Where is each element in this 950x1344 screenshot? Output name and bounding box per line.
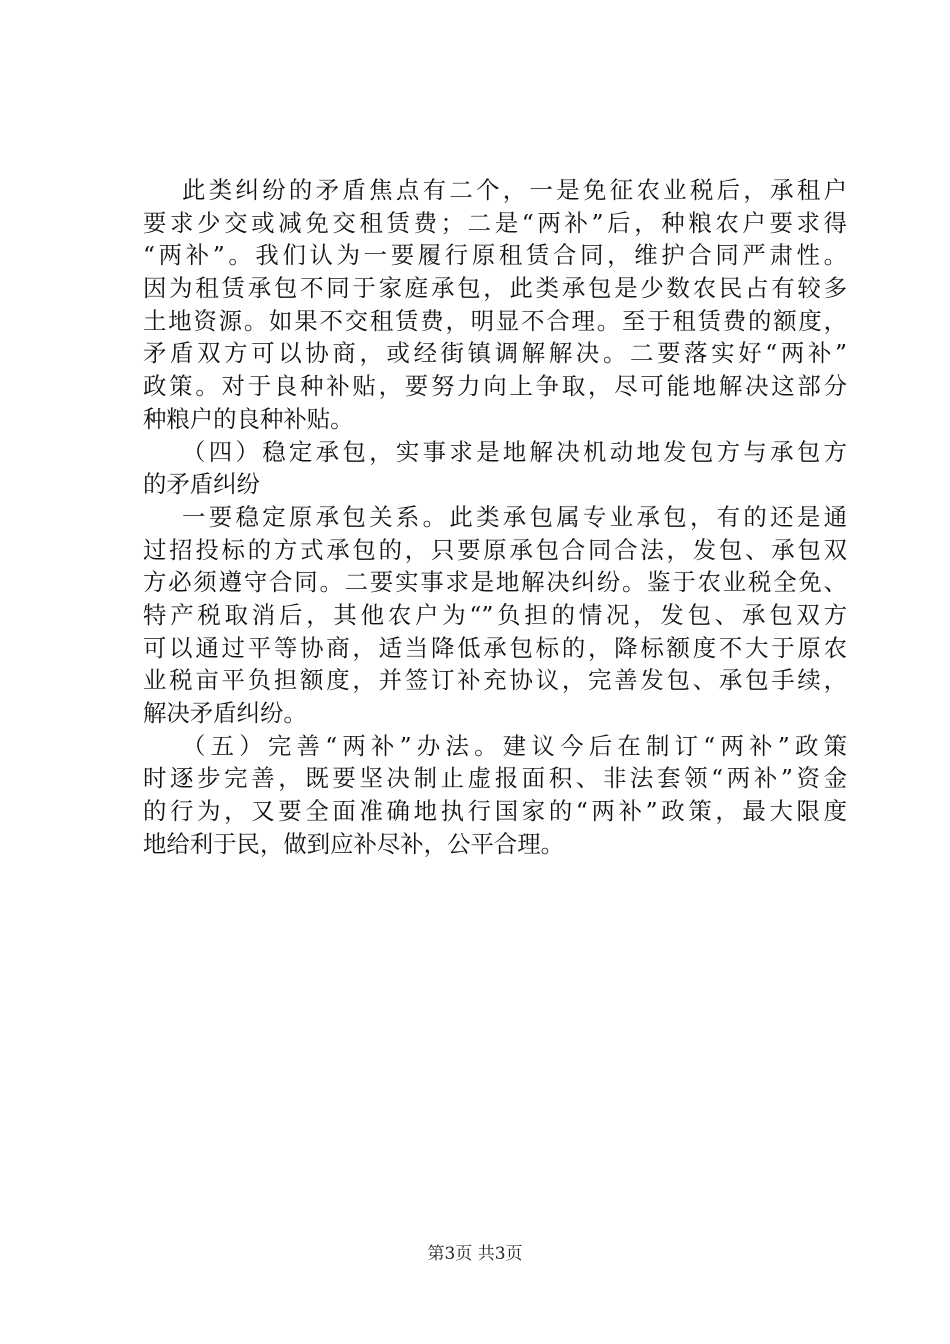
paragraph-1-line-2: 要求少交或减免交租赁费；二是“两补”后，种粮农户要求得 <box>143 208 847 237</box>
paragraph-3-line-7: 解决矛盾纠纷。 <box>143 699 307 727</box>
paragraph-1-line-1: 此类纠纷的矛盾焦点有二个，一是免征农业税后，承租户 <box>182 176 847 204</box>
section-5-line-3: 的行为，又要全面准确地执行国家的“两补”政策，最大限度 <box>143 797 847 826</box>
paragraph-1-line-3: “两补”。我们认为一要履行原租赁合同，维护合同严肃性。 <box>143 241 847 270</box>
paragraph-1-line-6: 矛盾双方可以协商，或经街镇调解解决。二要落实好“两补” <box>143 339 847 368</box>
paragraph-3-line-2: 过招投标的方式承包的，只要原承包合同合法，发包、承包双 <box>143 535 847 564</box>
section-5-line-4: 地给利于民，做到应补尽补，公平合理。 <box>143 829 565 858</box>
paragraph-1-line-8: 种粮户的良种补贴。 <box>143 404 354 433</box>
section-4-heading-line-1: （四）稳定承包，实事求是地解决机动地发包方与承包方 <box>182 437 847 466</box>
document-body <box>143 174 847 860</box>
paragraph-3-line-6: 业税亩平负担额度，并签订补充协议，完善发包、承包手续， <box>143 666 847 695</box>
section-4-heading-line-2: 的矛盾纠纷 <box>143 470 260 499</box>
paragraph-3-line-4: 特产税取消后，其他农户为“”负担的情况，发包、承包双方 <box>143 600 847 629</box>
paragraph-1-line-4: 因为租赁承包不同于家庭承包，此类承包是少数农民占有较多 <box>143 274 847 303</box>
section-5-line-2: 时逐步完善，既要坚决制止虚报面积、非法套领“两补”资金 <box>143 764 847 793</box>
paragraph-1-line-7: 政策。对于良种补贴，要努力向上争取，尽可能地解决这部分 <box>143 372 847 401</box>
paragraph-1-line-5: 土地资源。如果不交租赁费，明显不合理。至于租赁费的额度， <box>143 306 847 335</box>
page-number-footer: 第3页 共3页 <box>427 1244 523 1264</box>
paragraph-3-line-3: 方必须遵守合同。二要实事求是地解决纠纷。鉴于农业税全免、 <box>143 568 847 597</box>
section-5-line-1: （五）完善“两补”办法。建议今后在制订“两补”政策 <box>182 731 847 760</box>
paragraph-3-line-1: 一要稳定原承包关系。此类承包属专业承包，有的还是通 <box>182 502 847 531</box>
paragraph-3-line-5: 可以通过平等协商，适当降低承包标的，降标额度不大于原农 <box>143 633 847 662</box>
